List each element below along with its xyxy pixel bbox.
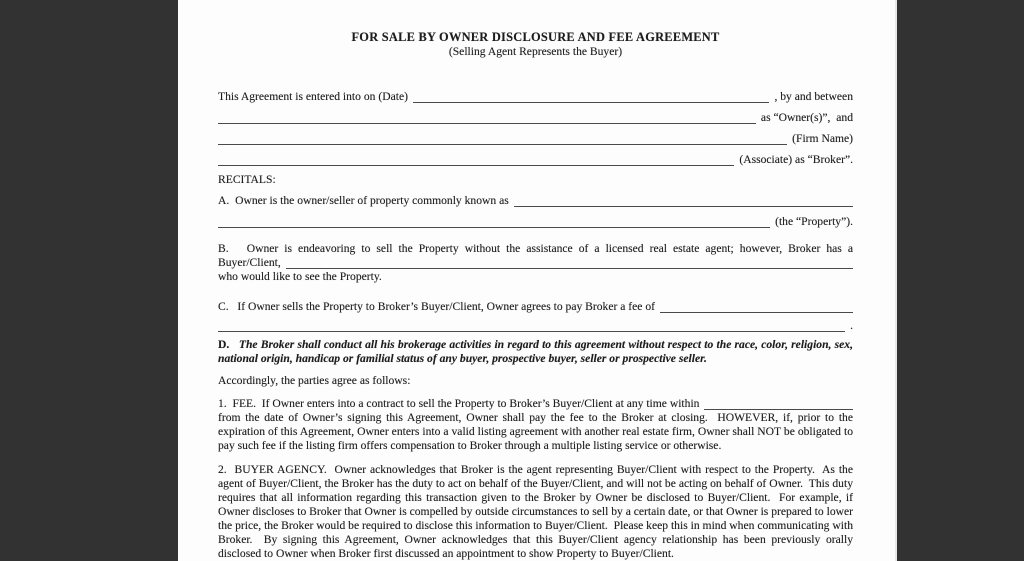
associate-line: [218, 146, 853, 167]
recital-b-line2-pre: Buyer/Client,: [218, 256, 281, 269]
buyer-client-blank-line: [286, 256, 853, 269]
recital-b-line1: B. Owner is endeavoring to sell the Property without the assistance of a licensed real estate agent; however, Broker has a: [218, 242, 853, 255]
property-address-blank-2: [218, 215, 770, 228]
doc-subtitle: (Selling Agent Represents the Buyer): [448, 45, 623, 58]
date-blank-line: [413, 90, 769, 103]
recitals-heading: RECITALS:: [218, 173, 276, 186]
fee-term-line: [218, 397, 853, 411]
firm-name-line: [218, 125, 853, 146]
agreement-date-line: [218, 83, 853, 104]
recital-c-post: .: [850, 319, 853, 332]
recital-d-text: The Broker shall conduct all his brokerage activities in regard to this agreement without respect to the race, color, religion, sex, national origin, handicap or familial status of any buyer, prospective buyer, seller or prospective seller.: [218, 338, 853, 365]
owner-name-post: as “Owner(s)”, and: [760, 111, 853, 124]
section-1-pre: 1. FEE. If Owner enters into a contract to sell the Property to Broker’s Buyer/Client at any time within: [218, 397, 700, 410]
recital-a: [218, 187, 853, 229]
recital-a-post: (the “Property”).: [775, 215, 853, 228]
property-line-2: [218, 208, 853, 229]
doc-title: FOR SALE BY OWNER DISCLOSURE AND FEE AGREEMENT: [351, 30, 720, 44]
recital-d: [218, 338, 853, 366]
intro-block: [218, 83, 853, 167]
recital-c: [218, 293, 853, 333]
date-line-post: , by and between: [774, 90, 853, 103]
associate-blank-line: [218, 153, 734, 166]
section-1-fee: [218, 397, 853, 453]
property-known-as-line: [218, 187, 853, 208]
firm-name-blank-line: [218, 132, 787, 145]
owner-name-line: [218, 104, 853, 125]
property-address-blank-1: [514, 194, 853, 207]
recital-b: [218, 242, 853, 284]
fee-line-2: [218, 314, 853, 333]
time-period-blank-line: [704, 397, 853, 410]
buyer-client-line: [218, 256, 853, 270]
fee-line: [218, 293, 853, 314]
recital-b-line3: who would like to see the Property.: [218, 270, 382, 283]
document-page: [178, 0, 895, 561]
firm-name-post: (Firm Name): [792, 132, 853, 145]
right-letterbox: [895, 0, 1024, 561]
accordingly-line: Accordingly, the parties agree as follows:: [218, 374, 411, 387]
associate-post: (Associate) as “Broker”.: [739, 153, 853, 166]
section-2-buyer-agency: 2. BUYER AGENCY. Owner acknowledges that Broker is the agent representing Buyer/Client with respect to the Property. As the agent of Buyer/Client, the Broker has the duty to act on behalf of the Buyer/Client, and will not be acting on behalf of Owner. This duty requires that all information regarding this transaction given to the Broker by Owner be disclosed to Buyer/Client. For example, if Owner discloses to Broker that Owner is compelled by outside circumstances to sell by a certain date, or that Owner is prepared to lower the price, the Broker would be required to disclose this information to Buyer/Client. Please keep this in mind when communicating with Broker. By signing this Agreement, Owner acknowledges that this Buyer/Client agency relationship has been previously orally disclosed to Owner when Broker first discussed an appointment to show Property to Buyer/Client.: [218, 463, 853, 560]
section-1-text: from the date of Owner’s signing this Agreement, Owner shall pay the fee to the Broker at closing. HOWEVER, if, prior to the expiration of this Agreement, Owner enters into a valid listing agreement with another real estate firm, Owner shall NOT be obligated to pay such fee if the listing firm offers compensation to Broker through a multiple listing service or otherwise.: [218, 411, 853, 452]
date-line-pre: This Agreement is entered into on (Date): [218, 90, 408, 103]
recital-c-pre: C. If Owner sells the Property to Broker’s Buyer/Client, Owner agrees to pay Broker a fee of: [218, 300, 656, 313]
fee-blank-1: [660, 300, 853, 313]
owner-name-blank-line: [218, 111, 756, 124]
fee-blank-2: [218, 319, 845, 332]
left-letterbox: [0, 0, 178, 561]
recital-d-label: D.: [218, 338, 230, 351]
recital-a-pre: A. Owner is the owner/seller of property commonly known as: [218, 194, 509, 207]
